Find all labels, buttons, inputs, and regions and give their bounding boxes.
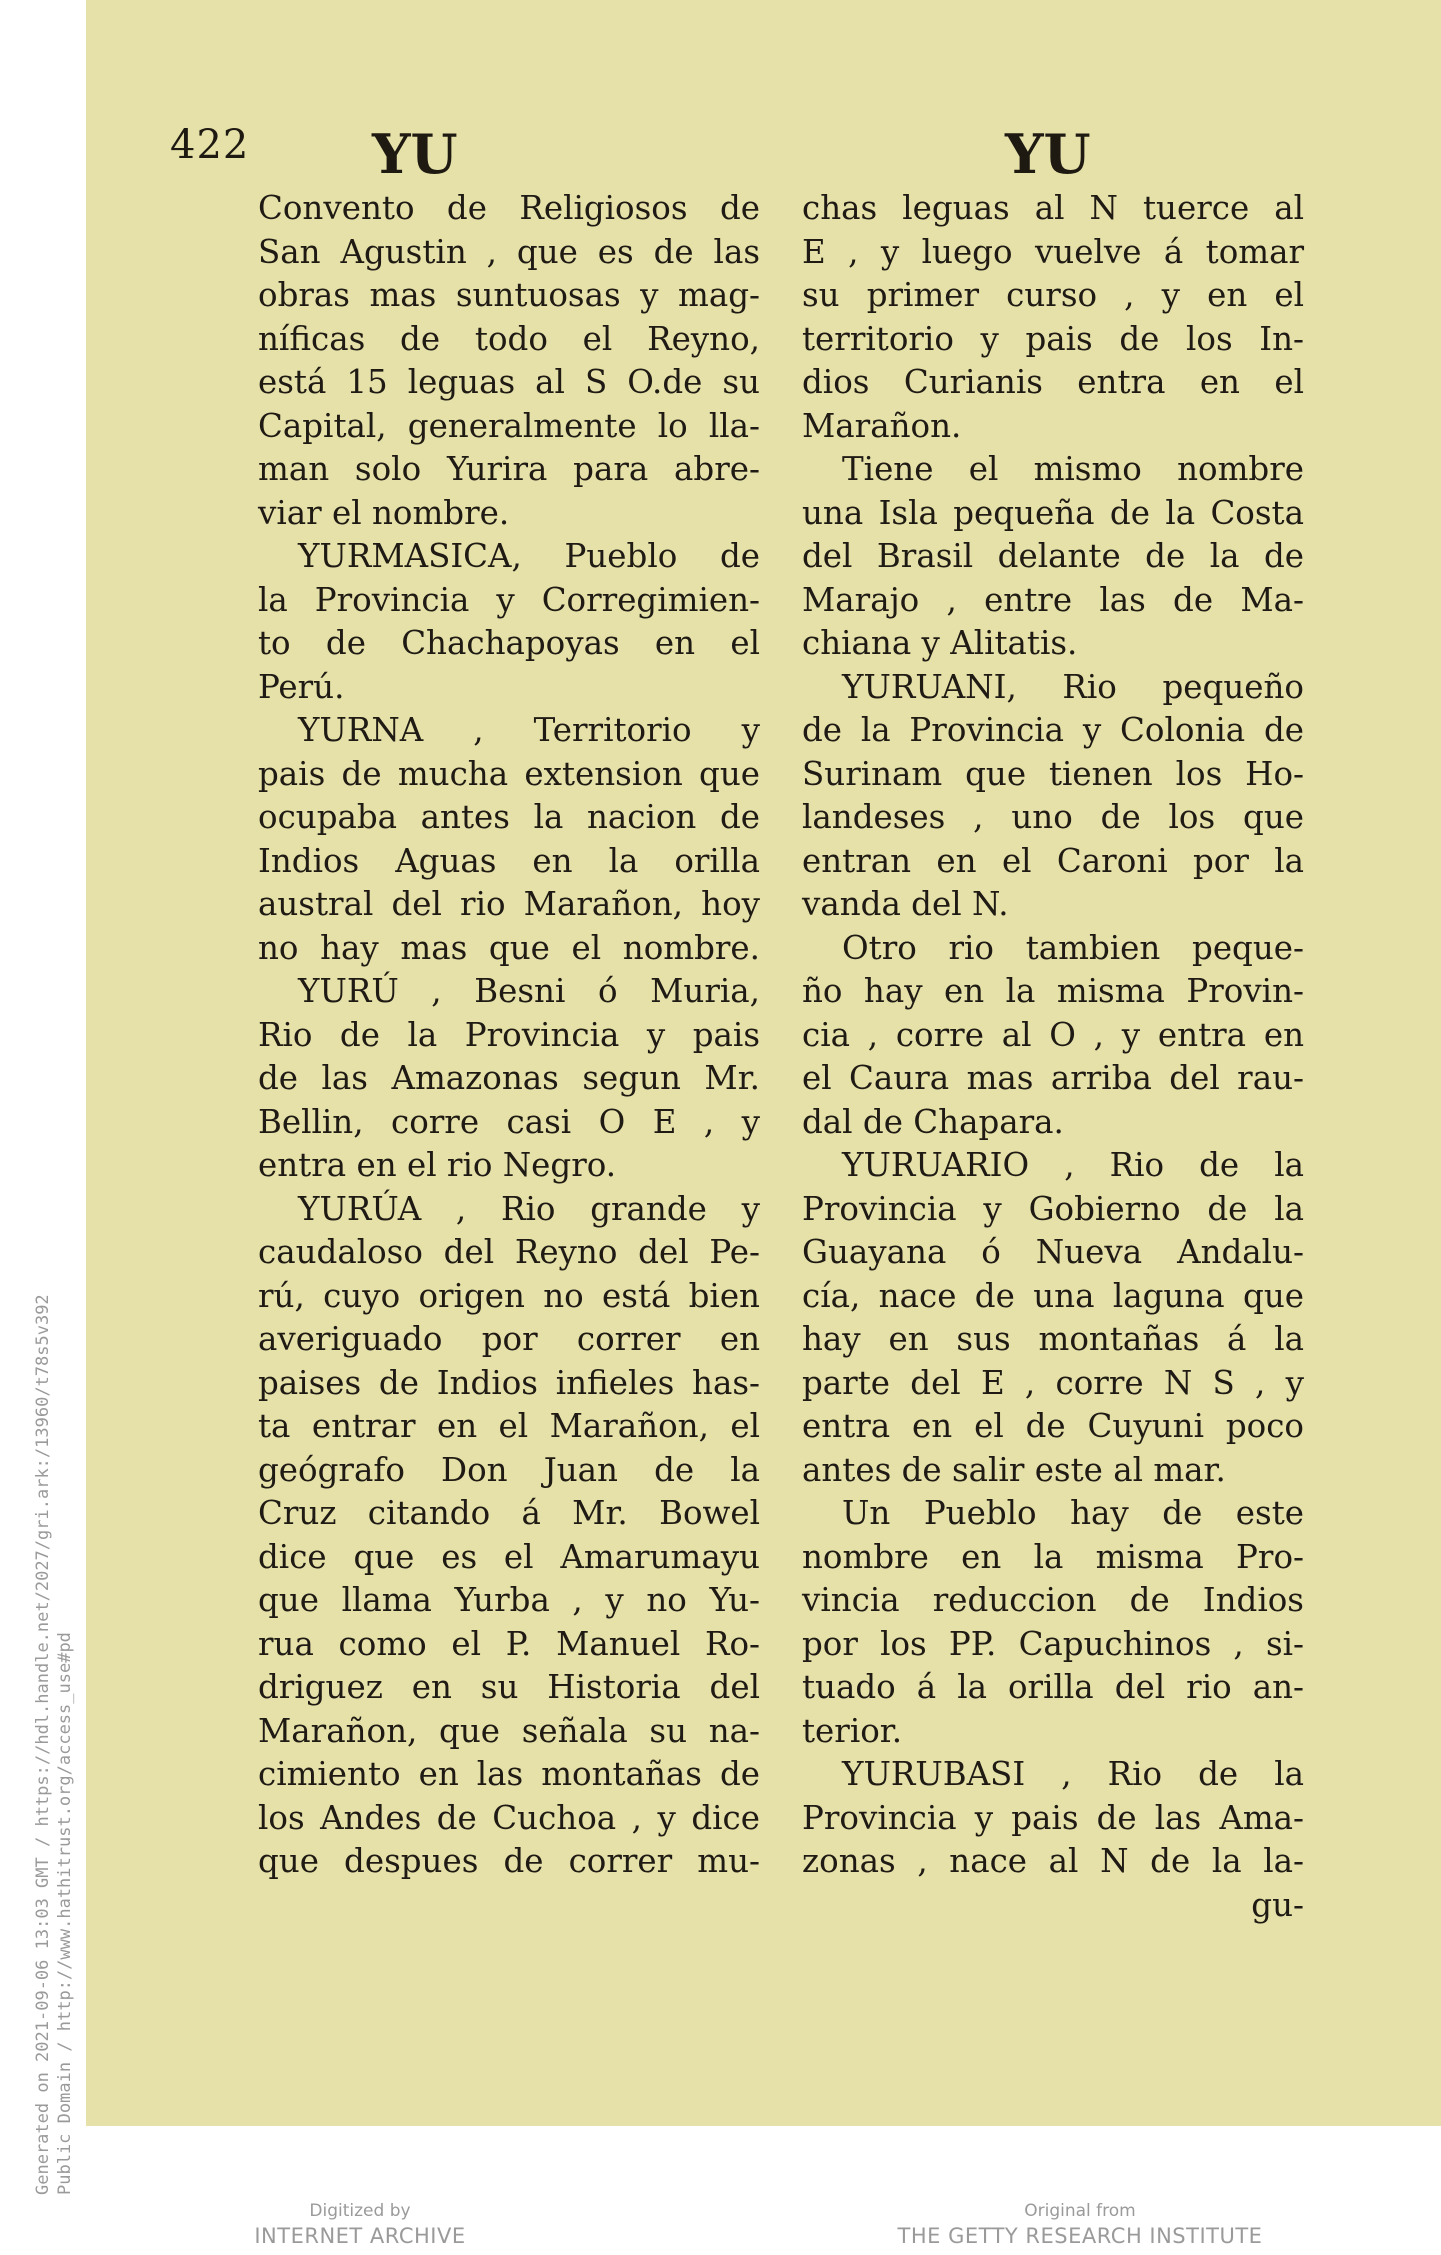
- text-line: geógrafo Don Juan de la: [258, 1450, 760, 1489]
- text-line: averiguado por correr en: [258, 1320, 760, 1358]
- text-line: E , y luego vuelve á tomar: [802, 232, 1304, 271]
- text-line: austral del rio Marañon, hoy: [258, 885, 760, 923]
- text-line: antes de salir este al mar.: [802, 1450, 1226, 1489]
- text-line: landeses , uno de los que: [802, 798, 1304, 836]
- text-line: Convento de Religiosos de: [258, 189, 760, 227]
- left-text-column: [258, 187, 760, 1884]
- text-line: Provincia y pais de las Ama-: [802, 1798, 1304, 1837]
- running-head-right: YU: [1005, 122, 1091, 186]
- text-line: Perú.: [258, 667, 345, 706]
- text-line: la Provincia y Corregimien-: [258, 580, 760, 619]
- digitizer-name: INTERNET ARCHIVE: [254, 2224, 466, 2248]
- digitized-by-label: Digitized by: [309, 2201, 411, 2221]
- original-from-label: Original from: [1024, 2201, 1136, 2221]
- entry-heading-line: YURUANI, Rio pequeño: [842, 667, 1304, 706]
- text-line: nombre en la misma Pro-: [802, 1537, 1304, 1576]
- text-line: vanda del N.: [802, 885, 1009, 923]
- provenance-stamp: [32, 1294, 76, 2195]
- source-institution-name: THE GETTY RESEARCH INSTITUTE: [897, 2224, 1263, 2248]
- text-line: hay en sus montañas á la: [802, 1320, 1304, 1358]
- text-line: el Caura mas arriba del rau-: [802, 1059, 1304, 1097]
- text-line: zonas , nace al N de la la-: [802, 1842, 1304, 1880]
- text-line: territorio y pais de los In-: [802, 319, 1304, 358]
- text-line: ocupaba antes la nacion de: [258, 798, 760, 836]
- text-line: obras mas suntuosas y mag-: [258, 276, 760, 314]
- text-line: níficas de todo el Reyno,: [258, 319, 760, 358]
- text-line: paises de Indios infieles has-: [258, 1363, 760, 1402]
- catchword: gu-: [1251, 1885, 1304, 1924]
- text-line: chiana y Alitatis.: [802, 624, 1078, 662]
- text-line: del Brasil delante de la de: [802, 537, 1304, 575]
- text-line: que despues de correr mu-: [258, 1842, 760, 1880]
- text-line: entran en el Caroni por la: [802, 841, 1304, 880]
- text-line: Cruz citando á Mr. Bowel: [258, 1494, 760, 1532]
- text-line: vincia reduccion de Indios: [802, 1581, 1304, 1619]
- text-line: Rio de la Provincia y pais: [258, 1015, 760, 1054]
- text-line: cimiento en las montañas de: [258, 1755, 760, 1793]
- text-line: por los PP. Capuchinos , si-: [802, 1624, 1304, 1663]
- text-line: Marañon.: [802, 406, 962, 445]
- text-line: cía, nace de una laguna que: [802, 1276, 1304, 1315]
- running-head-left: YU: [372, 122, 458, 186]
- text-line: parte del E , corre N S , y: [802, 1363, 1304, 1402]
- text-line: Otro rio tambien peque-: [842, 928, 1304, 967]
- entry-heading-line: YURMASICA, Pueblo de: [298, 537, 760, 575]
- text-line: viar el nombre.: [258, 493, 510, 532]
- text-line: Indios Aguas en la orilla: [258, 841, 760, 880]
- text-line: dal de Chapara.: [802, 1102, 1064, 1141]
- entry-heading-line: YURNA , Territorio y: [298, 711, 760, 749]
- text-line: pais de mucha extension que: [258, 754, 760, 793]
- text-line: Marañon, que señala su na-: [258, 1711, 760, 1750]
- text-line: tuado á la orilla del rio an-: [802, 1668, 1304, 1706]
- text-line: terior.: [802, 1711, 903, 1750]
- text-line: que llama Yurba , y no Yu-: [258, 1581, 760, 1619]
- digitized-by-credit: [230, 2200, 490, 2250]
- text-line: Provincia y Gobierno de la: [802, 1189, 1304, 1228]
- original-from-credit: [870, 2200, 1290, 2250]
- text-line: rua como el P. Manuel Ro-: [258, 1624, 760, 1663]
- text-line: Surinam que tienen los Ho-: [802, 754, 1304, 793]
- stamp-line-rights: Public Domain / http://www.hathitrust.org/access_use#pd: [55, 1632, 75, 2195]
- text-line: man solo Yurira para abre-: [258, 450, 760, 488]
- stamp-line-generated: Generated on 2021-09-06 13:03 GMT / https://hdl.handle.net/2027/gri.ark:/13960/t78s5v392: [33, 1294, 53, 2195]
- text-line: Tiene el mismo nombre: [842, 450, 1304, 488]
- right-text-column: [802, 187, 1304, 1927]
- page-number: 422: [170, 122, 250, 168]
- text-line: una Isla pequeña de la Costa: [802, 493, 1304, 532]
- text-line: Un Pueblo hay de este: [842, 1494, 1304, 1532]
- text-line: está 15 leguas al S O.de su: [258, 363, 760, 401]
- text-line: dios Curianis entra en el: [802, 363, 1304, 401]
- text-line: dice que es el Amarumayu: [258, 1537, 760, 1576]
- text-line: chas leguas al N tuerce al: [802, 189, 1304, 227]
- entry-heading-line: YURUARIO , Rio de la: [842, 1146, 1304, 1184]
- text-line: Marajo , entre las de Ma-: [802, 580, 1304, 619]
- text-line: caudaloso del Reyno del Pe-: [258, 1233, 760, 1271]
- text-line: rú, cuyo origen no está bien: [258, 1276, 760, 1315]
- text-line: de la Provincia y Colonia de: [802, 711, 1304, 749]
- text-line: no hay mas que el nombre.: [258, 928, 760, 967]
- text-line: Capital, generalmente lo lla-: [258, 406, 760, 445]
- text-line: su primer curso , y en el: [802, 276, 1304, 314]
- text-line: entra en el rio Negro.: [258, 1146, 617, 1184]
- text-line: cia , corre al O , y entra en: [802, 1015, 1304, 1054]
- entry-heading-line: YURUBASI , Rio de la: [842, 1755, 1304, 1793]
- text-line: to de Chachapoyas en el: [258, 624, 760, 662]
- text-line: ta entrar en el Marañon, el: [258, 1407, 760, 1445]
- text-line: driguez en su Historia del: [258, 1668, 760, 1706]
- text-line: Bellin, corre casi O E , y: [258, 1102, 760, 1141]
- text-line: entra en el de Cuyuni poco: [802, 1407, 1304, 1445]
- entry-heading-line: YURÚA , Rio grande y: [298, 1189, 760, 1228]
- text-line: Guayana ó Nueva Andalu-: [802, 1233, 1304, 1271]
- text-line: los Andes de Cuchoa , y dice: [258, 1798, 760, 1837]
- text-line: San Agustin , que es de las: [258, 232, 760, 271]
- entry-heading-line: YURÚ , Besni ó Muria,: [298, 972, 760, 1010]
- text-line: ño hay en la misma Provin-: [802, 972, 1304, 1010]
- text-line: de las Amazonas segun Mr.: [258, 1059, 760, 1097]
